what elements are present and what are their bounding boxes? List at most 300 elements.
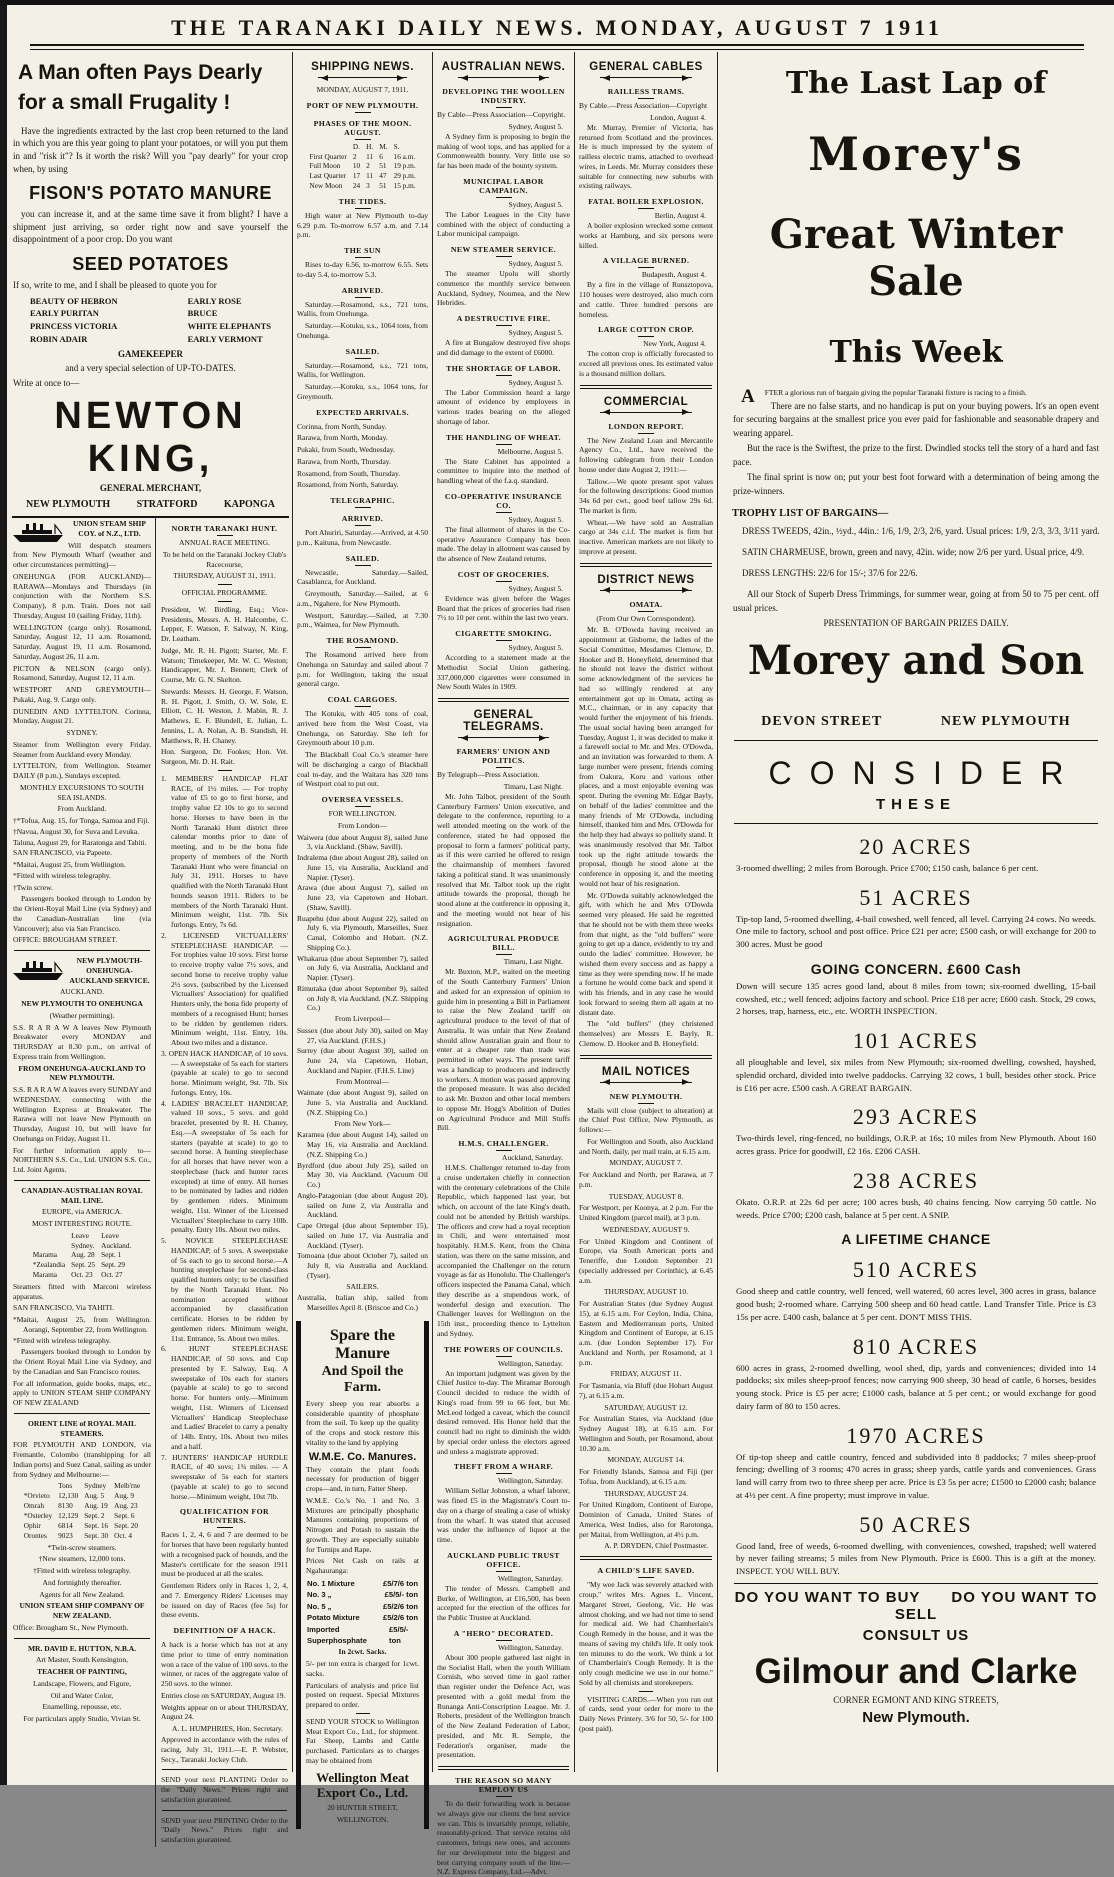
table-cell: 12,130 <box>58 1491 79 1501</box>
table-cell: Sept. 2 <box>84 1511 105 1520</box>
t-hang: 4. LADIES' BRACELET HANDICAP, valued 10 sovs., 5 sovs. and gold bracelet, presented by R. H. Chaney, Esq.—A sweepstake of 5s each for starters (payable at scale) to go to second horse. A hunting steeplechase for all horses that have never won a steeplechase (hack and hunter races excepted) at time of entry. All horses to be nominated by ladies and ridden by gentlemen riders. Minimum weight, 11st. Winner of the Licensed Victuallers' Steeplechase to carry 10lb. penalty. Entry 10s. About two miles. <box>161 1098 288 1235</box>
t-orn <box>600 1079 692 1086</box>
t-hs: PORT OF NEW PLYMOUTH. <box>298 101 427 113</box>
t-c: WELLINGTON. <box>336 1814 389 1824</box>
table-cell: Leave <box>101 1230 119 1240</box>
table-cell: Oct. 4 <box>114 1530 132 1540</box>
t-acres: 20 ACRES <box>859 833 973 859</box>
spread-item: NEW PLYMOUTH <box>940 713 1071 729</box>
t-hang: †*Tofua, Aug. 15, for Tonga, Samoa and Fiji. <box>13 816 150 825</box>
morey-headline-2: Morey's <box>808 127 1024 181</box>
t-cb: UNION STEAM SHIP COMPANY OF NEW ZEALAND. <box>19 1601 145 1621</box>
t-hs: THE ROSAMOND. <box>298 636 427 648</box>
t-pn: S.S. R A R A W A leaves New Plymouth Breakwater every MONDAY and THURSDAY at 8.30 p.m., on arrival of Express train from Wellington. <box>13 1022 151 1061</box>
t-dl: London, August 4. <box>650 112 706 122</box>
t-pn: For all information, guide books, maps, etc., apply to UNION STEAM SHIP COMPANY OF NEW ZEALAND <box>13 1378 151 1408</box>
frugality-headline: A Man often Pays Dearly for a small Frugality ! <box>18 61 263 115</box>
table-cell: Sept. 6 <box>114 1511 135 1520</box>
t-hang: Surrey (due about August 30), sailed on June 24, via Capetown, Hobart, Auckland and Napier. (F.H.S. Line) <box>297 1046 428 1075</box>
t-p: Passengers booked through to London by the Orient-Royal Mail Line (via Sydney) and the Canadian-Australian line (via Vancouver); also via San Francisco. <box>13 894 151 933</box>
t-acres: 238 ACRES <box>852 1167 980 1193</box>
right-list <box>188 295 271 346</box>
t-p: Evidence was given before the Wages Board that the prices of groceries had risen 7½ to 10 per cent. within the last two years. <box>437 593 570 623</box>
t-hs: LONDON REPORT. <box>580 422 712 434</box>
t-dash <box>218 584 232 585</box>
t-c: THURSDAY, AUGUST 10. <box>603 1287 689 1297</box>
mail-notices-header: MAIL NOTICES <box>601 1065 691 1078</box>
t-c: MONDAY, AUGUST 14. <box>607 1455 685 1465</box>
t-pn: *Fitted with wireless telegraphy. <box>13 1335 111 1345</box>
t-hs: A "HERO" DECORATED. <box>438 1629 569 1641</box>
t-hs: CIGARETTE SMOKING. <box>438 629 569 641</box>
table-cell: Marama <box>32 1270 58 1280</box>
t-pn: Hon. Surgeon, Dr. Fookes; Hon. Vet. Surgeon, Mr. D. H. Rait. <box>161 747 288 766</box>
t-pn: Judge, Mr. R. H. Pigott; Starter, Mr. F. Watson; Timekeeper, Mr. W. C. Weston; Handicapper, Mr. J. Bennett; Clerk of Course, Mr. G. N. Skelton. <box>161 645 288 684</box>
australian-news-header: AUSTRALIAN NEWS. <box>441 61 566 73</box>
t-hang: Whakarua (due about September 7), sailed on July 6, via Australia, Auckland and Napier. (Tyser). <box>297 953 428 983</box>
t-hs: THE REASON SO MANY EMPLOY US <box>438 1776 569 1797</box>
shipping-lines-ads-column <box>12 518 155 1847</box>
spread-item: Potato Mixture <box>307 1613 360 1623</box>
t-hrd <box>438 1766 569 1770</box>
table-cell: Sept. 20 <box>114 1520 139 1530</box>
table-cell: Last Quarter <box>309 171 347 181</box>
t-dl: Wellington, Saturday. <box>498 1476 563 1486</box>
t-p: The tender of Messrs. Campbell and Burke, of Wellington, at £16,500, has been accepted for the erection of the offices for the Public Trustee at Auckland. <box>437 1583 570 1622</box>
t-c: †New steamers, 12,000 tons. <box>38 1554 126 1564</box>
t-pn: Every sheep you rear absorbs a considerable quantity of phosphate from the soil. To keep up the quality of the crops and stock restore this vitality to the land by applying <box>306 1398 419 1447</box>
t-p: By a fire in the village of Runsztopova, 110 houses were destroyed, also much corn and cattle. Three hundred persons are homeless. <box>579 280 713 319</box>
t-hang: †Navua, August 30, for Suva and Levuka. <box>13 826 140 836</box>
t-list: DRESS TWEEDS, 42in., ½yd., 44in.: 1/6, 1/9, 2/3, 2/6, yard. Usual prices: 1/9, 2/3, 3/3, 3/11 yard. <box>742 526 1100 537</box>
t-p: To do their forwarding work is because we always give our clients the best service we can. This is invariably prompt, reliable, reasonably-priced. That service retains old customers, brings new ones, and accounts for our development into the biggest and best carrying company south of the line.—N.Z. Express Company, Ltd.—Advt. <box>437 1799 570 1877</box>
t-pn: SAN FRANCISCO, Via TAHITI. <box>13 1303 114 1313</box>
t-dl: Wellington, Saturday. <box>498 1358 563 1368</box>
table-cell: 16 a.m. <box>393 151 416 161</box>
t-dl: Sydney, August 5. <box>508 583 563 593</box>
list-line: PRINCESS VICTORIA <box>30 321 118 332</box>
t-p: An important judgment was given by the Chief Justice to-day. The Miramar Borough Council decided to reduce the width of King's road from 99 to 66 feet, but Mr. McLeod lodged a caveat, which the council desired removed. His Honor held that the council had no right to diminish the width by special order unless the electors agreed and unless a magistrate approved. <box>437 1368 570 1456</box>
t-p: The Kotuku, with 405 tons of coal, arrived here from the West Coast, via Onehunga, on Saturday. She left for Greymouth about 10 p.m. <box>297 709 428 748</box>
masthead-title: THE TARANAKI DAILY NEWS. MONDAY, AUGUST 7 1911 <box>171 15 943 40</box>
table-cell: Sept. 29 <box>101 1260 125 1270</box>
t-p: The Labor Commission heard a large amount of evidence by employees in various trades bearing on the alleged shortage of labor. <box>437 387 570 426</box>
price-row <box>305 1624 420 1647</box>
t-hs: FARMERS' UNION AND POLITICS. <box>438 747 569 768</box>
t-dash <box>218 770 232 771</box>
gilmour-clarke-name: Gilmour and Clarke <box>754 1651 1078 1691</box>
t-pn: For further information apply to— NORTHERN S.S. Co., Ltd. UNION S.S. Co., Ltd. Joint Agents. <box>13 1145 151 1174</box>
t-p: Mr. Murray, Premier of Victoria, has returned from Scotland and the provinces. He is much impressed by the system of railless electric trams, attached to overhead wires, in Leeds. Mr. Murray considers these suitable for connecting new suburbs with existing railways. <box>579 122 713 191</box>
gilmour-city: New Plymouth. <box>862 1709 970 1727</box>
t-pn: W.M.E. Co.'s No. 1 and No. 3 Mixtures are principally phosphatic Manures containing proportions of Nitrogen and Potash to sustain the growth. They are especially suitable for Turnips and Rape. <box>306 1495 419 1554</box>
t-hs: TELEGRAPHIC. <box>298 496 427 508</box>
t-p: For Wellington and South, also Auckland and North, daily, per mail train, at 6.15 a.m. <box>579 1136 713 1156</box>
t-pn: OFFICE: BROUGHAM STREET. <box>13 935 118 945</box>
t-c: And fortnightly thereafter. <box>42 1577 122 1587</box>
t-p: High water at New Plymouth to-day 6.29 p.m. To-morrow 6.57 a.m. and 7.14 p.m. <box>297 210 428 240</box>
t-hs: CO-OPERATIVE INSURANCE CO. <box>438 492 569 513</box>
table-cell: Omrah <box>23 1501 45 1511</box>
t-pn: Weights appear on or about THURSDAY, August 24. <box>161 1702 288 1722</box>
steamship-icon <box>12 521 64 543</box>
t-hs: A DESTRUCTIVE FIRE. <box>438 314 569 326</box>
table-cell: Sept. 16 <box>84 1520 109 1530</box>
t-hang: 7. HUNTERS' HANDICAP HURDLE RACE, of 40 sovs; 1¾ miles. — A sweepstake of 5s each for starters (payable at scale) to go to second horse.—Minimum weight, 10st 7lb. <box>161 1452 288 1501</box>
table-cell: 29 p.m. <box>393 171 416 181</box>
table-cell: 10 <box>352 161 361 171</box>
t-hs: H.M.S. CHALLENGER. <box>438 1139 569 1151</box>
t-pn: By Telegraph—Press Association. <box>437 770 540 779</box>
t-hs: THE SHORTAGE OF LABOR. <box>438 364 569 376</box>
t-dl: Timaru, Last Night. <box>503 781 563 791</box>
t-hs: FATAL BOILER EXPLOSION. <box>580 197 712 209</box>
t-c: SYDNEY. <box>66 728 98 737</box>
t-pn: DUNEDIN AND LYTTELTON. Corinna, Monday, August 21. <box>13 706 151 726</box>
table-cell: 12,129 <box>58 1511 79 1520</box>
t-hang: Arawa (due about August 7), sailed on June 23, via Capetown and Hobart. (Shaw, Savill). <box>297 883 428 912</box>
table-cell: 8130 <box>58 1501 73 1511</box>
left-list <box>30 295 118 346</box>
steamship-icon <box>12 959 64 981</box>
t-acres: 51 ACRES <box>859 884 973 910</box>
t-hs: NEW PLYMOUTH. <box>580 1092 712 1104</box>
table-cell <box>30 1231 68 1241</box>
t-bold-head: GOING CONCERN. £600 Cash <box>810 960 1022 977</box>
page-columns <box>0 52 1114 1877</box>
table-cell: *Osterley <box>23 1511 53 1520</box>
t-c: Art Master, South Kensington, <box>36 1655 128 1665</box>
spread-item: £5/7/6 ton <box>382 1578 418 1588</box>
t-p: The Rosamond arrived here from Onehunga on Saturday and sailed about 7 p.m. for Wellington, taking the usual general cargo. <box>297 650 428 689</box>
seed-potatoes-heading: SEED POTATOES <box>72 254 229 275</box>
t-c: *Twin-screw steamers. <box>47 1542 117 1552</box>
t-hr <box>162 1769 287 1770</box>
table-cell: S. <box>393 141 400 151</box>
t-wmex: Wellington Meat Export Co., Ltd. <box>316 1769 409 1801</box>
t-pn: SEND YOUR STOCK to Wellington Meat Export Co., Ltd., for shipment. Fat Sheep, Lambs and Cattle purchased. Particulars as to charges may be obtained from <box>306 1716 419 1765</box>
canadian-line-table <box>30 1231 135 1280</box>
table-cell: 17 <box>352 171 361 181</box>
t-c: From New York— <box>334 1118 391 1128</box>
hutton-ad-name: MR. DAVID E. HUTTON, N.B.A. <box>27 1643 137 1653</box>
t-hs: COAL CARGOES. <box>298 695 427 707</box>
t-acp: Good land, free of weeds, 6-roomed dwelling, with conveniences, cowshed, trapshed; well watered by never failing streams; 5 miles from New Plymouth. Price is £600. This is a gift at the money. INSPECT. YOU WILL BUY. <box>736 1540 1096 1577</box>
spread-item: Imported Superphosphate <box>307 1624 367 1645</box>
t-c: MONDAY, AUGUST 7, 1911. <box>316 85 409 94</box>
t-p: A fire at Bungalow destroyed five shops and did damage to the extent of £6000. <box>437 338 570 357</box>
table-cell: 2 <box>352 151 357 161</box>
t-p: The final sprint is now on; put your best foot forward with a determination of being among the prize-winners. <box>733 472 1099 496</box>
t-hang: Anglo-Patagonian (due about August 20), sailed on June 2, via Australia and Auckland. <box>297 1190 428 1220</box>
table-cell: 11 <box>366 171 374 181</box>
t-hrd <box>580 385 712 389</box>
t-hang: Waimate (due about August 9), sailed on June 5, via Australia and Auckland. (N.Z. Shipping Co.) <box>297 1088 428 1117</box>
table-cell: Sydney. <box>71 1240 95 1250</box>
t-pn: Will despatch steamers from New Plymouth Wharf (weather and other circumstances permitting)— <box>13 540 151 569</box>
masthead <box>0 5 1114 52</box>
t-pn: For Auckland and North, per Rarawa, at 7 p.m. <box>579 1170 713 1189</box>
table-cell: Melb'rne <box>114 1481 141 1491</box>
t-p: But the race is the Swiftest, the prize to the first. Dwindled stocks tell the story of a hard and fast pace. <box>733 443 1099 467</box>
t-c: Landscape, Flowers, and Figure, <box>33 1678 131 1688</box>
t-hs: DEFINITION OF A HACK. <box>162 1626 287 1638</box>
t-bold-head: A LIFETIME CHANCE <box>841 1231 991 1248</box>
t-hs: PHASES OF THE MOON. AUGUST. <box>298 119 427 140</box>
price-row <box>305 1612 420 1623</box>
t-pn: Rosamond, from South, Thursday. <box>297 468 401 478</box>
orient-line-table <box>21 1481 143 1540</box>
t-hrd <box>580 1055 712 1059</box>
t-pn: WELLINGTON (cargo only). Rosamond, Saturday, August 12, 11 a.m. Rosamond, Saturday, August 19, 11 a.m. Rosamond, Saturday, August 26, 11 a.m. <box>13 622 151 661</box>
table-cell: Aug. 5 <box>84 1491 105 1501</box>
t-pn: For Tasmania, via Bluff (due Hobart August 7), at 6.15 a.m. <box>579 1381 713 1400</box>
spread-item: NEW PLYMOUTH <box>26 499 111 510</box>
t-c: and a very special selection of UP-TO-DATES. <box>65 363 236 374</box>
t-hr <box>14 950 150 951</box>
t-cb: UNION STEAM SHIP COY. of N.Z., LTD. <box>73 519 146 538</box>
t-hang: Ruapehu (due about August 22), sailed on July 6, via Plymouth, Marseilles, Suez Canal, Colombo and Hobart. (N.Z. Shipping Co.). <box>297 913 428 952</box>
t-cb: NEW PLYMOUTH TO ONEHUNGA <box>21 999 143 1008</box>
price-row <box>305 1601 420 1612</box>
t-p: you can increase it, and at the same time save it from blight? I have a shipment just arriving, so order right now and save yourself the disappointment of a poor crop. Do you want <box>13 209 288 245</box>
t-c: AUCKLAND. <box>60 987 104 997</box>
t-hang: Karamea (due about August 14), sailed on May 16, via Australia and Auckland. (N.Z. Shipping Co.) <box>297 1130 428 1159</box>
t-dl: Sydney, August 5. <box>508 643 563 652</box>
t-hang: Taluna, August 29, for Raratonga and Tahiti. <box>13 837 147 847</box>
t-pn: For Friendly Islands, Samoa and Fiji (per Tofua, from Auckland), at 6.15 a.m. <box>579 1467 713 1486</box>
t-pn: Races 1, 2, 4, 6 and 7 are deemed to be for horses that have been regularly hunted with a recognised pack of hounds, and the Master's certificate for the season 1911 must be produced at all the scales. <box>161 1530 288 1579</box>
newton-king-name: NEWTON KING, <box>54 395 247 481</box>
t-p: The "old buffers" (they christened themselves) are Messrs E. Bayly, R. Clemow. D. Hooker and B. Honeyfield. <box>579 1019 713 1048</box>
t-trophy: TROPHY LIST OF BARGAINS— <box>732 508 889 520</box>
table-cell <box>30 1241 68 1251</box>
t-hang: Rimutaka (due about September 9), sailed on July 8, via Auckland. (N.Z. Shipping Co.) <box>297 983 428 1013</box>
morey-sale-column <box>717 52 1114 1772</box>
table-cell: Oct. 27 <box>101 1270 123 1280</box>
t-pn: By Cable.—Press Association—Copyright <box>579 101 708 110</box>
table-cell: First Quarter <box>309 151 347 161</box>
t-dl: New York, August 4. <box>643 339 706 349</box>
t-p: A Sydney firm is proposing to begin the making of wool tops, and has applied for a Commonwealth bounty. Very little use so far has been made of the bounty system. <box>437 131 570 170</box>
t-acp: 600 acres in grass, 2-roomed dwelling, wool shed, dip, yards and conveniences; divided into 14 paddocks; six miles sheep-proof fences; now carrying 900 sheep, 30 head of cattle, 6 horses, besides young stock. Price is £5 per acre; £1000 cash, balance at 5 per cent.; or would exchange for good dairy farm of 80 to 150 acres. <box>736 1362 1096 1411</box>
consider-heading: CONSIDER <box>768 754 1082 791</box>
t-hang: Sussex (due about July 30), sailed on May 27, via Auckland. (F.H.S.) <box>297 1025 428 1045</box>
t-hang: 6. HUNT STEEPLECHASE HANDICAP, of 50 sovs. and Cup presented by F. Salway, Esq. A sweepstake of 10s each for starters (payable at scale) to go to second horse. For hunters only.—Minimum weight, 11st. Winners of Licensed Victuallers' Handicap Steeplechase and Ladies' Bracelet to carry a penalty of 14lb. Entry, 10s. About two miles and a half. <box>161 1344 288 1451</box>
t-c: THURSDAY, AUGUST 31, 1911. <box>173 571 276 581</box>
t-hang: 5. NOVICE STEEPLECHASE HANDICAP, of 5 sovs. A sweepstake of 5s each to go to second horse.—A hunting steeplechase for second-class qualified hunters only; to be classified by the North Taranaki Hunt. No nomination accepted without accompanied by classification certificate. Horses to be ridden by gentlemen riders. Minimum weight, 11st. Entrance, 5s. About two miles. <box>161 1236 288 1343</box>
t-hs: THE TIDES. <box>298 197 427 209</box>
t-sig: A. P. DRYDEN, Chief Postmaster. <box>604 1541 708 1551</box>
t-hang: Waiwera (due about August 8), sailed June 3, via Auckland. (Shaw, Savill). <box>297 832 428 852</box>
spread-item: DEVON STREET <box>761 713 883 729</box>
t-c: From London— <box>338 820 387 830</box>
t-hs: COST OF GROCERIES. <box>438 570 569 582</box>
t-hang: 3. OPEN HACK HANDICAP, of 10 sovs. — A sweepstake of 5s each for starters (payable at scale) to go to second horse. Minimum weight, 9st. 7lb. Six furlongs. Entry, 10s. <box>161 1048 288 1097</box>
t-pn: Prices Net Cash on rails at Ngahauranga: <box>306 1556 419 1576</box>
t-p: Mr. John Talbot, president of the South Canterbury Farmers' Union executive, and delegate to the conference, reporting to a well attended meeting on the work of the conference, stated he had opposed the proposal to form a farmers' political party, as if this were carried he offered to resign the chairmanship of members favored taking a political stand. It was unanimously resolved that Mr. Talbot took up the right attitude towards the proposal, though he stood alone at the conference in opposing it, and the meeting would not hear of his resignation. <box>437 791 570 928</box>
t-p: H.M.S. Challenger returned to-day from a cruise undertaken chiefly in connection with the centenary celebrations of the Chile Republic, which happened last year, but which, on account of the late King's death, could not be attended by British warships. The officers and crew had a royal reception in Chili, and were entertained most hospitably. H.M.S. Kent, from the China station, was there on the same mission, and accompanied the Challenger on the return voyage as far as Honolulu. The Challenger's officers inspected the Panama Canal, which they describe as a stupendous work, of wonderful design and execution. The Challenger leaves for Wellington on the 15th inst., proceeding thence to Lyttelton and Sydney. <box>437 1163 570 1338</box>
t-pn: For Australian States, via Auckland (due Sydney August 18), at 6.15 a.m. For Wellington and South, per Rosamond, about 10.30 a.m. <box>579 1414 713 1453</box>
t-hang: *Maitai, August 25, from Wellington. Aorangi, September 22, from Wellington. <box>13 1315 151 1334</box>
list-line: EARLY VERMONT <box>187 333 263 344</box>
australian-news-column <box>432 52 574 1877</box>
t-p: The final allotment of shares in the Co-operative Assurance Company has been made. The delay in allotment was caused by the absence of New Zealand returns. <box>437 524 570 563</box>
t-pn: Entries close on SATURDAY, August 19. <box>161 1690 286 1700</box>
t-acres: 293 ACRES <box>852 1104 980 1130</box>
t-dl: Auckland, Saturday. <box>502 1153 563 1162</box>
table-cell: 47 <box>379 171 387 181</box>
t-p: Greymouth, Saturday.—Sailed, at 6 a.m., Ngahere, for New Plymouth. <box>297 589 428 608</box>
t-pn: Write at once to— <box>13 377 80 388</box>
t-hs: AUCKLAND PUBLIC TRUST OFFICE. <box>438 1551 569 1572</box>
morey-intro: AFTER a glorious run of bargain giving the popular Taranaki fixture is racing to a finish. <box>741 386 1027 407</box>
t-hs: OVERSEA VESSELS. <box>298 795 427 807</box>
t-dl: Budapesth, August 4. <box>641 270 706 280</box>
wme-manure-ad <box>296 1321 429 1829</box>
t-p: Westport, Saturday.—Sailed, at 7.30 p.m., Waimea, for New Plymouth. <box>297 610 428 630</box>
t-acp: Tip-top land, 5-roomed dwelling, 4-bail cowshed, well fenced, all level. Carrying 24 cows. No weeds. One mile to factory, school and post office. Price £21 per acre; £500 cash, or will exchange for 200 to 300 acres. Must be good <box>736 913 1096 950</box>
t-dl: Timaru, Last Night. <box>503 957 563 967</box>
t-pn: For Australian States (due Sydney August 15), at 6.15 a.m. For Ceylon, India, China, Eastern and Mediterranean ports, United Kingdom and Continent of Europe, at 6.15 a.m. (due London September 17). For Auckland and North, per Rosamond, at 1 p.m. <box>579 1299 713 1367</box>
table-cell: 2 <box>366 161 370 171</box>
table-cell: New Moon <box>309 181 343 191</box>
t-p: Saturday.—Kotuku, s.s., 1064 tons, from Onehunga. <box>297 321 428 340</box>
table-cell: Marama <box>32 1250 58 1260</box>
t-cb: FROM ONEHUNGA-AUCKLAND TO NEW PLYMOUTH. <box>18 1063 146 1083</box>
t-orn <box>600 587 692 594</box>
spread-item: STRATFORD <box>136 499 198 510</box>
t-hang: *Maitai, August 25, from Wellington. <box>13 860 126 869</box>
t-orn <box>600 74 692 81</box>
t-pn: For United Kingdom and Continent of Europe, via South American ports and Teneriffe, due London September 21 (specially addressed per Corinthic), at 6.45 a.m. <box>579 1236 713 1285</box>
t-p: Mr. O'Dowda suitably acknowledged the gift, with which he and Mrs O'Dowda seemed very pleased. He said he regretted that he should not be with them three weeks from that night, as the "old buffers" were going to get up a dance, evidently to try and outdo the ladies' committee. However, he wished them every success and as happy a time as they were spending now. If he made a fortune he would come back and spend it with his friends, and in any case he would look forward to seeing them all again at no distant date. <box>579 890 713 1017</box>
t-pn: Corinna, from North, Sunday. <box>297 421 387 431</box>
t-c: MOST INTERESTING ROUTE. <box>31 1219 133 1228</box>
t-sig: A. L. HUMPHRIES, Hon. Secretary. <box>172 1724 283 1733</box>
t-c: Enamelling, repousse, etc. <box>42 1702 122 1712</box>
t-pn: *Fitted with wireless telegraphy. <box>13 870 111 880</box>
table-cell: Sept. 25 <box>71 1260 96 1270</box>
t-pn: ONEHUNGA (FOR AUCKLAND)— RARAWA—Mondays and Thursdays (in conjunction with the Northern S.S. Company), 8 p.m. Train. Does not sail Thursday, August 10 (sailing Friday, 11th). <box>13 571 151 620</box>
onehunga-service-logo <box>12 959 64 986</box>
t-pn: Stewards: Messrs. H. George, F. Watson, R. H. Pigott, J. Smith, O. W. Sole, E. Elliott, C. H. Weston, J. Mabin, R. J. Mathews, E. F. Blundell, E. Julian, L. Jennins, L. A. Nolan, A. B. Standish, H. Matthews, R. H. Chaney. <box>161 686 288 745</box>
buy-sell-line: DO YOU WANT TO BUY DO YOU WANT TO SELL <box>734 1588 1098 1623</box>
t-c: To be held on the Taranaki Jockey Club's Racecourse, <box>162 549 287 569</box>
t-cb: In 2cwt. Sacks. <box>338 1647 387 1657</box>
t-pn: If so, write to me, and I shall be pleased to quote you for <box>13 280 217 291</box>
t-dl: Sydney, August 5. <box>508 377 563 387</box>
moon-phases-table <box>306 142 418 191</box>
t-wme1: Spare the Manure <box>329 1326 396 1362</box>
spread-item: £5/5/- ton <box>389 1624 409 1645</box>
t-c: Oil and Water Color, <box>50 1690 114 1700</box>
masthead-rule <box>30 44 1084 50</box>
t-c: †Fitted with wireless telegraphy. <box>33 1566 131 1576</box>
general-cables-column <box>574 52 717 1772</box>
t-acp: Okato. O.R.P. at 22s 6d per acre; 100 acres bush, 40 chains fencing. Now carrying 50 cattle. No weeds. Price £700; £200 cash, balance at 5 per cent. A SNIP. <box>736 1196 1096 1220</box>
t-pn: For United Kingdom, Continent of Europe, Dominion of Canada, United States of America, West Indies, also for Rarotonga, per Maitai, from Wellington, at 4½ p.m. <box>579 1500 713 1539</box>
table-cell: Sydney <box>84 1481 107 1491</box>
t-these: THESE <box>875 795 956 813</box>
t-list: SATIN CHARMEUSE, brown, green and navy, 42in. wide; now 2/6 per yard. Usual price, 4/9. <box>742 547 1085 558</box>
t-c: OFFICIAL PROGRAMME. <box>181 588 268 597</box>
morey-and-son-name: Morey and Son <box>747 636 1085 684</box>
table-cell: D. <box>352 141 360 151</box>
t-acp: all ploughable and level, six miles from New Plymouth; six-roomed dwelling, cowshed, hayshed, splendid orchard, divided into twelve paddocks. Carrying 32 cows, 1 bull, besides other stock. Price is £16 per acre. £500 cash. A GREAT BARGAIN. <box>736 1057 1096 1093</box>
table-cell <box>21 1481 55 1491</box>
shipping-news-column <box>292 52 432 1824</box>
table-cell: H. <box>366 141 374 151</box>
t-acp: Down will secure 135 acres good land, about 8 miles from town; six-roomed dwelling, 15-bail cowshed, etc.; well fenced; adjoins factory and school. Price £18 per acre; £600 cash. Stock, 29 cows, 2 horses, trap, harness, etc., etc. WORTH INSPECTION. <box>736 980 1096 1017</box>
morey-headline-4: This Week <box>829 335 1003 370</box>
table-cell: M. <box>379 141 388 151</box>
table-cell: Aug. 9 <box>114 1491 135 1501</box>
t-acres: 101 ACRES <box>852 1028 980 1054</box>
t-p: The New Zealand Loan and Mercantile Agency Co., Ltd., have received the following cablegram from their London house under date August 2, 1911:— <box>579 435 713 474</box>
t-pn: Rarawa, from North, Thursday. <box>297 456 391 466</box>
t-p: The cotton crop is officially forecasted to exceed all previous ones. Its estimated value is a thousand million dollars. <box>579 349 713 378</box>
t-hrd <box>580 1556 712 1560</box>
t-p: The Labor Leagues in the City have combined with the object of conducting a Labor municipal campaign. <box>437 209 570 239</box>
t-dl: Sydney, August 5. <box>508 199 563 209</box>
t-pn: President, W. Birdling, Esq.; Vice-Presidents, Messrs. A. H. Halcombe, C. Lepper, F. Watson, F. Salway, N. King, Dr. Leatham. <box>161 604 288 643</box>
t-hs: RAILLESS TRAMS. <box>580 87 712 99</box>
t-hang: Indralema (due about August 28), sailed on June 15, via Australia, Auckland and Napier. (Tyser). <box>297 853 428 882</box>
t-pn: WESTPORT AND GREYMOUTH— Pukaki, Aug. 9. Cargo only. <box>13 685 151 704</box>
hunt-programme-column <box>155 518 289 1847</box>
fisons-heading: FISON'S POTATO MANURE <box>29 183 272 204</box>
t-pn: SEND your next PRINTING Order to the "Daily News." Prices right and satisfaction guaranteed. <box>161 1815 288 1844</box>
t-pn: 5/- per ton extra is charged for 1cwt. sacks. <box>306 1659 419 1678</box>
t-acp: Good sheep and cattle country, well fenced, well watered, 60 acres level, 300 acres in grass, balance good bush; 2-roomed whare. Carrying 500 sheep and 60 head cattle. Land Transfer Title. Price is £3 15s per acre. £400 cash, balance at 5 per cent. DON'T MISS THIS. <box>736 1286 1096 1322</box>
table-cell: Tons <box>58 1481 73 1491</box>
list-line: BEAUTY OF HEBRON <box>30 295 118 306</box>
t-hs: AGRICULTURAL PRODUCE BILL. <box>438 934 569 955</box>
table-cell: 51 <box>379 181 387 191</box>
table-cell: Leave <box>71 1230 89 1240</box>
column-left <box>9 52 292 1844</box>
t-dl: Sydney, August 5. <box>508 514 563 524</box>
t-pn: SAN FRANCISCO, via Papeete. <box>13 848 112 858</box>
t-hr <box>734 823 1098 824</box>
t-p: Rises to-day 6.56, to-morrow 6.55. Sets to-day 5.4, to-morrow 5.3. <box>297 260 428 279</box>
t-p: The Blackball Coal Co.'s steamer here will be discharging a cargo of Blackball coal to-day, and the Waitara has 320 tons of Westport coal to put out. <box>297 750 428 789</box>
t-c: (Weather permitting). <box>49 1010 115 1020</box>
t-c: TUESDAY, AUGUST 8. <box>608 1191 684 1201</box>
t-hrd <box>580 563 712 567</box>
t-pn: Steamers fitted with Marconi wireless apparatus. <box>13 1281 151 1301</box>
t-orn <box>458 74 549 81</box>
t-pn: By Cable—Press Association—Copyright. <box>437 110 566 119</box>
t-hs: ARRIVED. <box>298 514 427 526</box>
t-c: MONTHLY EXCURSIONS TO SOUTH SEA ISLANDS. <box>20 782 144 802</box>
t-hr <box>162 1810 287 1811</box>
t-p: Passengers booked through to London by the Orient Royal Mail Line via Sydney, and by the Canadian and San Francisco routes. <box>13 1347 151 1376</box>
table-cell: Ophir <box>23 1520 41 1530</box>
t-cb: GAMEKEEPER <box>117 348 183 359</box>
t-acp: Two-thirds level, ring-fenced, no buildings, O.R.P. at 16s; 10 miles from New Plymouth. About 160 acres grass. Price for goodwill, £2 16s. £206 CASH. <box>736 1133 1096 1157</box>
table-cell: Orontes <box>23 1530 47 1540</box>
t-pn: LYTTELTON, from Wellington. Steamer DAILY (8 p.m.), Sundays excepted. <box>13 761 151 780</box>
table-cell: Sept. 1 <box>101 1250 122 1260</box>
t-p: All our Stock of Superb Dress Trimmings, for summer wear, going at from 50 to 75 per cent. off usual prices. <box>733 589 1099 613</box>
table-cell: Aug. 23 <box>114 1501 138 1511</box>
morey-address <box>732 714 1100 730</box>
general-telegrams-header: GENERAL TELEGRAMS. <box>463 709 544 733</box>
list-line: BRUCE <box>187 308 218 319</box>
t-hs: SAILED. <box>298 554 427 566</box>
